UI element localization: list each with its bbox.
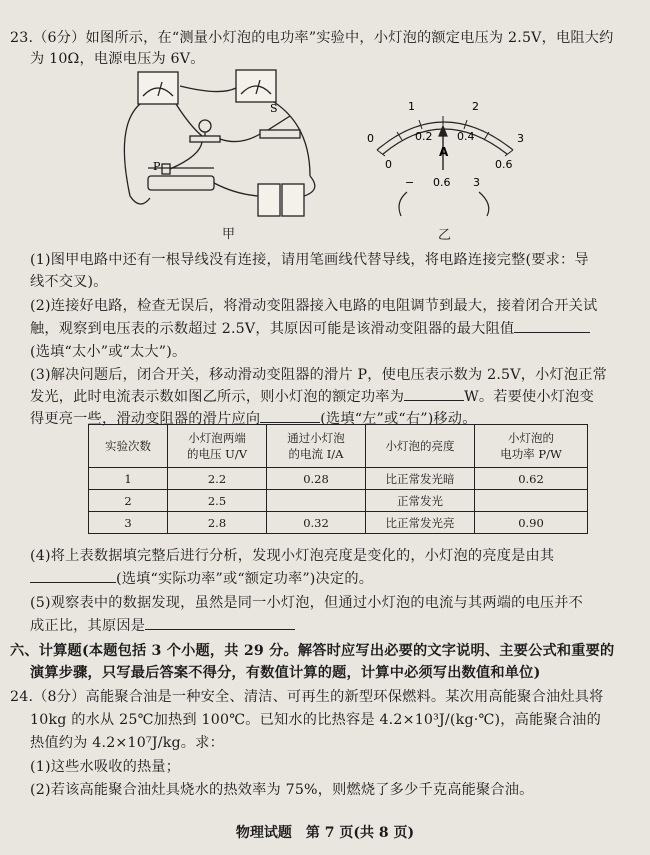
q24-stem-line2: 10kg 的水从 25℃加热到 100℃。已知水的比热容是 4.2×10³J/(kg·℃)，高能聚合油的 xyxy=(30,712,601,728)
switch-label: S xyxy=(270,102,278,115)
q23-p2-line1: (2)连接好电路，检查无误后，将滑动变阻器接入电路的电阻调节到最大，接着闭合开关试 xyxy=(30,298,598,314)
inner-label-0-6: 0.6 xyxy=(495,158,513,171)
table-cell: 2 xyxy=(89,490,168,512)
q23-stem-line2: 为 10Ω，电源电压为 6V。 xyxy=(30,51,205,67)
q23-p3-text-d: (选填“左”或“右”)移动。 xyxy=(320,411,477,427)
q23-p5-line2 xyxy=(30,615,295,635)
table-row xyxy=(89,490,588,512)
q23-p1-line2: 线不交叉)。 xyxy=(30,274,108,290)
q24-part1: (1)这些水吸收的热量； xyxy=(30,759,181,775)
inner-label-0-2: 0.2 xyxy=(415,130,433,143)
table-cell: 1 xyxy=(89,468,168,490)
table-row xyxy=(89,512,588,534)
q23-p5-line1: (5)观察表中的数据发现，虽然是同一小灯泡，但通过小灯泡的电流与其两端的电压并不 xyxy=(30,595,584,611)
q23-p3-line1: (3)解决问题后，闭合开关，移动滑动变阻器的滑片 P，使电压表示数为 2.5V，小灯泡正常 xyxy=(30,367,608,383)
outer-label-3: 3 xyxy=(517,132,524,145)
table-header-row xyxy=(89,425,588,468)
table-header: 实验次数 xyxy=(89,425,168,468)
ammeter-unit: A xyxy=(439,145,449,159)
table-cell: 比正常发光亮 xyxy=(366,512,475,534)
table-cell: 0.62 xyxy=(475,468,588,490)
table-cell: 2.2 xyxy=(168,468,267,490)
inner-label-0: 0 xyxy=(385,158,392,171)
section6-heading-line2: 演算步骤，只写最后答案不得分，有数值计算的题，计算中必须写出数值和单位) xyxy=(30,665,541,681)
answer-blank-p5[interactable] xyxy=(145,615,295,630)
q24-stem-line3: 热值约为 4.2×10⁷J/kg。求： xyxy=(30,735,224,751)
slider-label: P xyxy=(153,160,161,173)
q24-part2: (2)若该高能聚合油灶具烧水的热效率为 75%，则燃烧了多少千克高能聚合油。 xyxy=(30,782,534,798)
q23-p3-text-a: 发光，此时电流表示数如图乙所示，则小灯泡的额定功率为 xyxy=(30,389,405,405)
table-cell-empty-current[interactable] xyxy=(267,490,366,512)
table-header: 小灯泡的亮度 xyxy=(366,425,475,468)
terminal-0-6: 0.6 xyxy=(433,176,451,189)
table-row xyxy=(89,468,588,490)
q23-p4-line2 xyxy=(30,568,373,588)
table-header: 通过小灯泡 的电流 I/A xyxy=(267,425,366,468)
figure-label-jia: 甲 xyxy=(222,227,236,242)
table-cell: 0.32 xyxy=(267,512,366,534)
table-cell: 0.90 xyxy=(475,512,588,534)
answer-blank-p4[interactable] xyxy=(30,568,116,583)
q23-p2-line2 xyxy=(30,318,590,338)
outer-label-1: 1 xyxy=(408,100,415,113)
inner-label-0-4: 0.4 xyxy=(457,130,475,143)
terminal-3: 3 xyxy=(473,176,480,189)
table-cell: 2.5 xyxy=(168,490,267,512)
page-footer: 物理试题 第 7 页(共 8 页) xyxy=(235,825,415,841)
q23-p3-line2 xyxy=(30,386,594,406)
table-cell: 2.8 xyxy=(168,512,267,534)
q23-p3-text-b: W。若要使小灯泡变 xyxy=(464,389,594,405)
table-cell: 3 xyxy=(89,512,168,534)
q23-p1-line1: (1)图甲电路中还有一根导线没有连接，请用笔画线代替导线，将电路连接完整(要求：导 xyxy=(30,252,589,268)
q23-stem-line1: 23.（6分）如图所示，在“测量小灯泡的电功率”实验中，小灯泡的额定电压为 2.5V，电阻大约 xyxy=(10,30,614,46)
q23-p4-line1: (4)将上表数据填完整后进行分析，发现小灯泡亮度是变化的，小灯泡的亮度是由其 xyxy=(30,548,555,564)
table-cell-empty-power[interactable] xyxy=(475,490,588,512)
table-header: 小灯泡两端 的电压 U/V xyxy=(168,425,267,468)
table-cell: 正常发光 xyxy=(366,490,475,512)
table-cell: 0.28 xyxy=(267,468,366,490)
section6-heading-line1: 六、计算题(本题包括 3 个小题，共 29 分。解答时应写出必要的文字说明、主要公式和重要的 xyxy=(10,643,615,659)
circuit-diagram-jia xyxy=(110,66,350,228)
q23-p2-line3: (选填“太小”或“太大”)。 xyxy=(30,344,187,360)
answer-blank-direction[interactable] xyxy=(260,408,320,423)
figure-label-yi: 乙 xyxy=(438,228,452,243)
answer-blank-power[interactable] xyxy=(404,386,464,401)
answer-blank-p2[interactable] xyxy=(514,318,590,333)
q23-p5-text: 成正比，其原因是 xyxy=(30,618,146,634)
q23-p3-text-c: 得更亮一些，滑动变阻器的滑片应向 xyxy=(30,411,261,427)
outer-label-0: 0 xyxy=(367,132,374,145)
outer-label-2: 2 xyxy=(472,100,479,113)
q23-p4-text: (选填“实际功率”或“额定功率”)决定的。 xyxy=(116,571,374,587)
ammeter-dial-yi xyxy=(355,92,535,222)
table-cell: 比正常发光暗 xyxy=(366,468,475,490)
terminal-negative: − xyxy=(405,176,415,189)
q23-p2-text: 触，观察到电压表的示数超过 2.5V，其原因可能是该滑动变阻器的最大阻值 xyxy=(30,321,515,337)
data-table xyxy=(88,424,588,534)
table-header: 小灯泡的 电功率 P/W xyxy=(475,425,588,468)
q24-stem-line1: 24.（8分）高能聚合油是一种安全、清洁、可再生的新型环保燃料。某次用高能聚合油灶具将 xyxy=(10,689,604,705)
